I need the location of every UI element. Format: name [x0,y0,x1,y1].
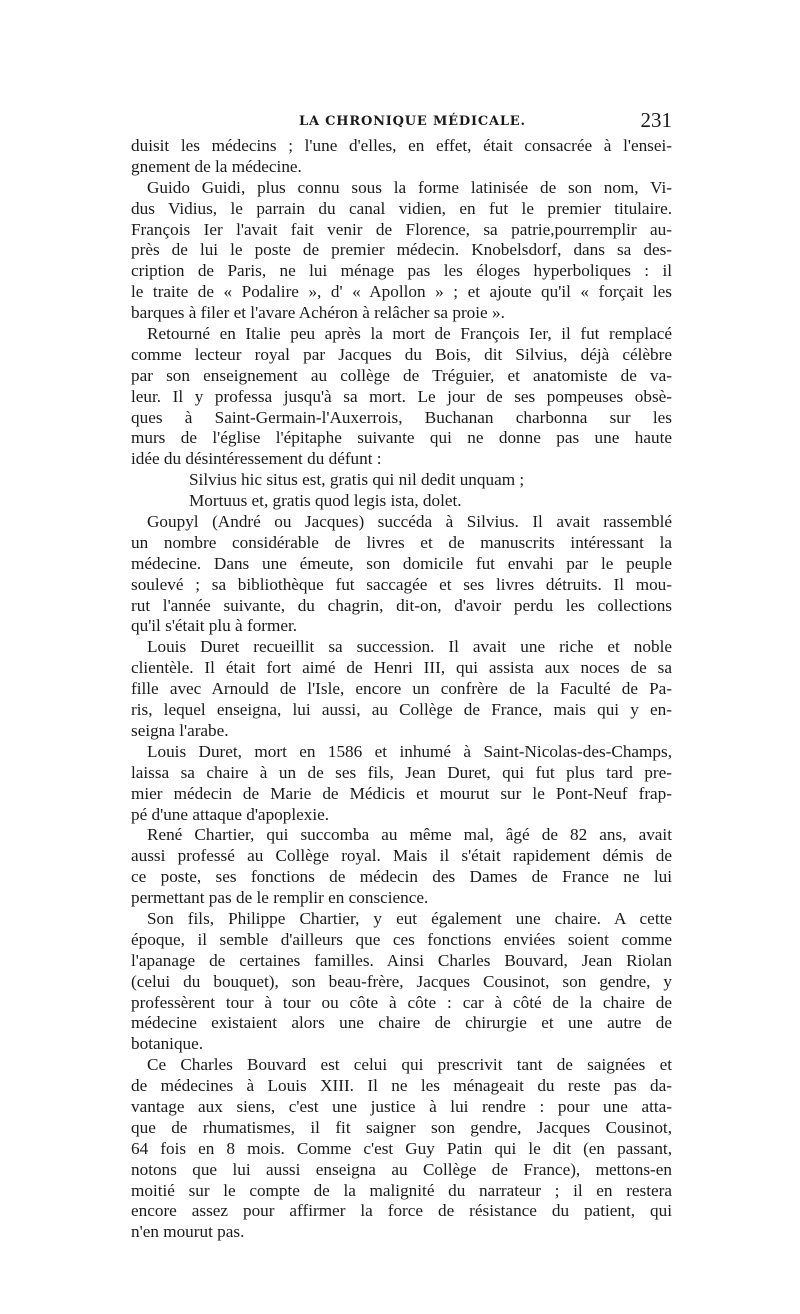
text-line: botanique. [131,1034,204,1054]
text-line: époque, il semble d'ailleurs que ces fonctions enviées soient comme [131,929,672,949]
text-line: duisit les médecins ; l'une d'elles, en effet, était consacrée à l'ensei- [131,136,672,155]
verse-line: Silvius hic situs est, gratis qui nil dedit unquam ; [189,470,525,490]
text-line: de médecines à Louis XIII. Il ne les ménageait du reste pas da- [131,1076,672,1096]
text-line: Retourné en Italie peu après la mort de François Ier, il fut remplacé [147,324,672,344]
text-line: le traite de « Podalire », d' « Apollon » ; et ajoute qu'il « forçait les [131,282,672,302]
text-line: ris, lequel enseigna, lui aussi, au Collège de France, mais qui y en- [131,700,672,720]
text-line: l'apanage de certaines familles. Ainsi Charles Bouvard, Jean Riolan [131,950,672,970]
text-line: ques à Saint-Germain-l'Auxerrois, Buchanan charbonna sur les [131,407,672,427]
text-line: Ce Charles Bouvard est celui qui prescrivit tant de saignées et [147,1055,672,1075]
text-line: médecine. Dans une émeute, son domicile fut envahi par le peuple [131,553,672,573]
text-line: qu'il s'était plu à former. [131,616,298,636]
text-line: murs de l'église l'épitaphe suivante qui ne donne pas une haute [131,428,672,448]
text-line: près de lui le poste de premier médecin. Knobelsdorf, dans sa des- [131,240,672,260]
text-line: clientèle. Il était fort aimé de Henri III, qui assista aux noces de sa [131,658,672,678]
text-line: laissa sa chaire à un de ses fils, Jean Duret, qui fut plus tard pre- [131,762,672,782]
text-line: pé d'une attaque d'apoplexie. [131,804,330,824]
document-page [131,106,672,1243]
verse-line: Mortuus et, gratis quod legis ista, dolet. [189,491,462,511]
text-line: n'en mourut pas. [131,1222,245,1242]
text-line: encore assez pour affirmer la force de résistance du patient, qui [131,1201,672,1221]
page-header [131,106,672,136]
text-line: fille avec Arnould de l'Isle, encore un confrère de la Faculté de Pa- [131,679,672,699]
text-line: moitié sur le compte de la malignité du narrateur ; il en restera [131,1180,672,1200]
text-line: François Ier l'avait fait venir de Florence, sa patrie,pourremplir au- [131,219,672,239]
text-line: René Chartier, qui succomba au même mal, âgé de 82 ans, avait [147,825,672,845]
text-line: soulevé ; sa bibliothèque fut saccagée et ses livres détruits. Il mou- [131,574,672,594]
text-line: idée du désintéressement du défunt : [131,449,382,469]
text-line: un nombre considérable de livres et de manuscrits intéressant la [131,532,672,552]
text-line: par son enseignement au collège de Tréguier, et anatomiste de va- [131,365,672,385]
text-line: ce poste, ses fonctions de médecin des Dames de France ne lui [131,867,672,887]
running-head: LA CHRONIQUE MÉDICALE. [299,114,526,129]
text-line: comme lecteur royal par Jacques du Bois, dit Silvius, déjà célèbre [131,344,672,364]
text-line: Son fils, Philippe Chartier, y eut également une chaire. A cette [147,908,672,928]
text-line: aussi professé au Collège royal. Mais il s'était rapidement démis de [131,846,672,866]
text-line: leur. Il y professa jusqu'à sa mort. Le jour de ses pompeuses obsè- [131,386,672,406]
text-line: (celui du bouquet), son beau-frère, Jacques Cousinot, son gendre, y [131,971,672,991]
text-line: rut l'année suivante, du chagrin, dit-on, d'avoir perdu les collections [131,595,672,615]
text-line: Louis Duret, mort en 1586 et inhumé à Saint-Nicolas-des-Champs, [147,741,672,761]
text-line: Louis Duret recueillit sa succession. Il avait une riche et noble [147,637,672,657]
text-line: barques à filer et l'avare Achéron à relâcher sa proie ». [131,303,505,323]
text-line: vantage aux siens, c'est une justice à lui rendre : pour une atta- [131,1096,672,1116]
text-line: professèrent tour à tour ou côte à côte : car à côté de la chaire de [131,992,672,1012]
text-line: permettant pas de le remplir en conscience. [131,888,429,908]
text-line: 64 fois en 8 mois. Comme c'est Guy Patin qui le dit (en passant, [131,1138,672,1158]
text-line: médecine existaient alors une chaire de chirurgie et une autre de [131,1013,672,1033]
text-line: Goupyl (André ou Jacques) succéda à Silvius. Il avait rassemblé [147,512,672,532]
text-line: Guido Guidi, plus connu sous la forme latinisée de son nom, Vi- [147,177,672,197]
text-line: notons que lui aussi enseigna au Collège de France), mettons-en [131,1159,672,1179]
text-line: mier médecin de Marie de Médicis et mourut sur le Pont-Neuf frap- [131,783,672,803]
text-line: cription de Paris, ne lui ménage pas les éloges hyperboliques : il [131,261,672,281]
text-line: seigna l'arabe. [131,720,229,740]
body-text [131,136,672,1243]
page-number: 231 [640,108,672,132]
text-line: que de rhumatismes, il fit saigner son gendre, Jacques Cousinot, [131,1117,672,1137]
text-line: dus Vidius, le parrain du canal vidien, en fut le premier titulaire. [131,198,672,218]
text-line: gnement de la médecine. [131,156,302,176]
